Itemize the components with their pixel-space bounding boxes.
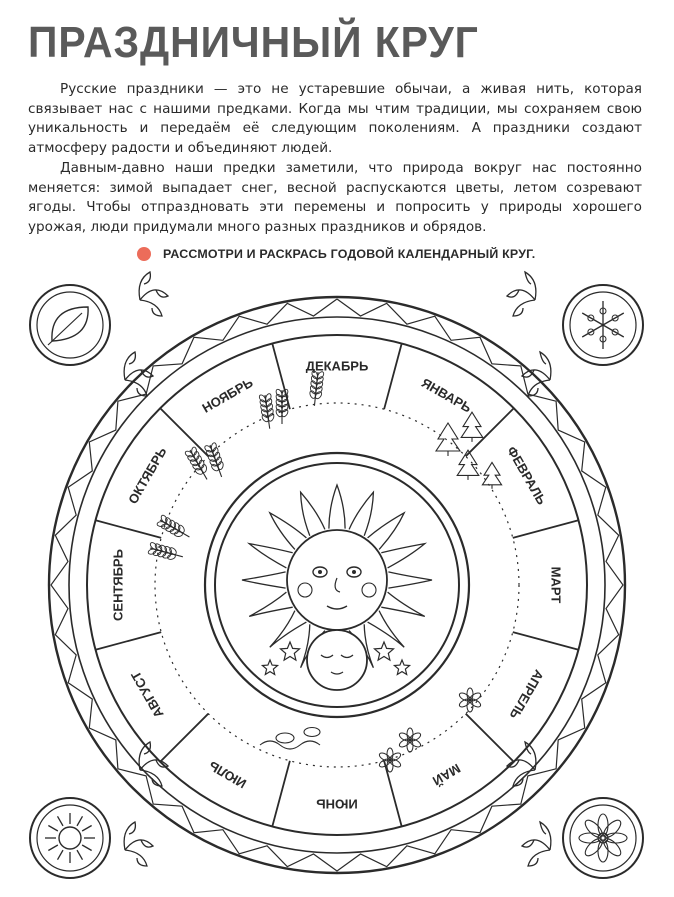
wheat-icon <box>258 392 277 429</box>
moon-face <box>307 630 367 690</box>
swirl-ornament <box>124 822 153 866</box>
fish-icon <box>276 733 294 743</box>
swirl-ornament <box>507 272 536 316</box>
month-label: НОЯБРЬ <box>199 374 256 416</box>
intro-paragraph-2: Давным-давно наши предки заметили, что природа вокруг нас постоянно меняется: зимой выпадает снег, весной распускаются цветы, летом созревают ягоды. Чтобы отпраздновать эти перемены и попросить у природы хорошего урожая, люди придумали много разных праздников и обрядов. <box>28 160 642 235</box>
sector-divider <box>96 632 162 650</box>
month-label: АВГУСТ <box>127 668 167 721</box>
month-label: ИЮЛЬ <box>206 758 249 792</box>
month-label: ФЕВРАЛЬ <box>504 443 550 508</box>
month-label: ОКТЯБРЬ <box>125 444 170 507</box>
swirl-ornament <box>124 352 153 396</box>
sector-divider <box>272 761 290 827</box>
sector-divider <box>513 632 579 650</box>
fir-tree-icon <box>461 412 483 437</box>
intro-paragraph-1: Русские праздники — это не устаревшие обычаи, а живая нить, которая связывает нас с нашими предками. Когда мы чтим традиции, мы сохраняем свою уникальность и передаём её следующим поколениям. А праздники создают атмосферу радости и объединяют людей. <box>28 81 642 156</box>
fir-tree-icon <box>482 462 501 484</box>
sector-divider <box>160 408 208 456</box>
sector-divider <box>466 714 514 762</box>
wheat-icon <box>307 370 325 407</box>
sector-divider <box>96 520 162 538</box>
flower-icon <box>563 798 643 878</box>
sector-divider <box>384 761 402 827</box>
sun-face <box>287 530 387 630</box>
swirl-ornament <box>522 822 551 866</box>
flower-icon <box>398 728 422 752</box>
wheat-icon <box>183 445 213 483</box>
month-label: ДЕКАБРЬ <box>305 358 369 374</box>
task-text: РАССМОТРИ И РАСКРАСЬ ГОДОВОЙ КАЛЕНДАРНЫЙ КРУГ. <box>163 247 536 261</box>
fir-tree-icon <box>436 423 460 451</box>
month-label: АПРЕЛЬ <box>506 667 547 722</box>
page-title: ПРАЗДНИЧНЫЙ КРУГ <box>28 18 479 67</box>
sector-divider <box>513 520 579 538</box>
month-label: МАРТ <box>548 566 564 604</box>
flower-icon <box>378 748 402 772</box>
sun-icon <box>30 798 110 878</box>
month-label: ЯНВАРЬ <box>419 375 475 416</box>
fish-icon <box>304 728 320 737</box>
sector-divider <box>272 344 290 410</box>
flower-icon <box>458 688 482 712</box>
wheat-icon <box>147 541 185 564</box>
sector-divider <box>384 344 402 410</box>
sector-divider <box>160 714 208 762</box>
month-label: ИЮНЬ <box>316 796 358 812</box>
month-label: СЕНТЯБРЬ <box>110 549 126 621</box>
month-label: МАЙ <box>429 760 464 789</box>
wheat-icon <box>203 441 229 479</box>
snowflake-icon <box>563 285 643 365</box>
sun-face-center <box>205 453 469 717</box>
leaf-icon <box>30 285 110 365</box>
swirl-ornament <box>139 272 168 316</box>
wheat-icon <box>275 388 289 424</box>
